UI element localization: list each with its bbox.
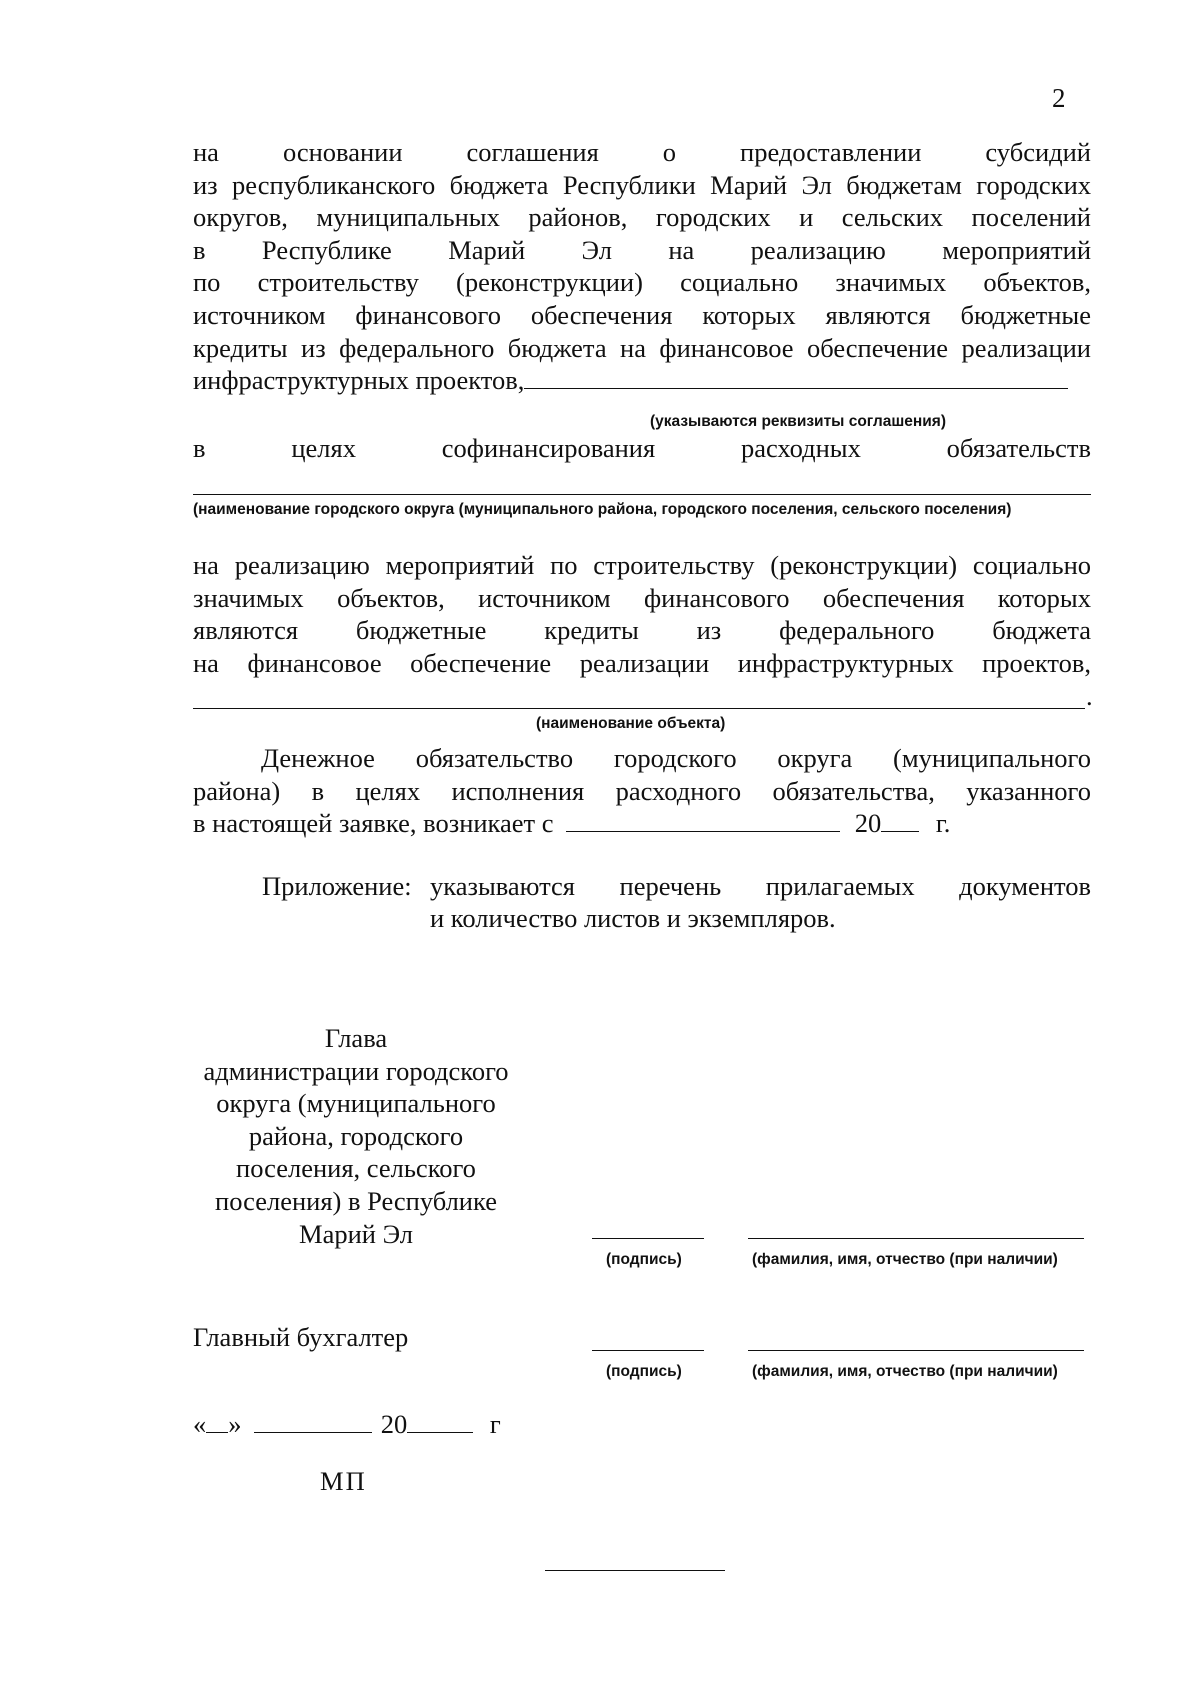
date-year-prefix: 20 <box>380 1409 408 1439</box>
caption-head-fio: (фамилия, имя, отчество (при наличии) <box>752 1251 1058 1268</box>
closing-separator-line <box>545 1570 725 1571</box>
text-line: являются бюджетные кредиты из федерального бюджета <box>193 615 1091 646</box>
text-line: поселения, сельского <box>236 1153 476 1184</box>
text-line: округов, муниципальных районов, городских и сельских поселений <box>193 202 1091 233</box>
appendix-label: Приложение: <box>262 871 412 901</box>
year-suffix: г. <box>935 808 951 839</box>
text-fragment: в настоящей заявке, возникает с <box>193 808 554 839</box>
caption-accountant-fio: (фамилия, имя, отчество (при наличии) <box>752 1363 1058 1380</box>
head-signature-blank <box>592 1238 704 1239</box>
text-line: на финансовое обеспечение реализации инфраструктурных проектов, <box>193 647 1091 678</box>
text-line: из республиканского бюджета Республики Марий Эл бюджетам городских <box>193 169 1091 200</box>
accountant-signature-blank <box>592 1350 704 1351</box>
caption-head-signature: (подпись) <box>606 1251 682 1268</box>
date-close-quote: » <box>228 1409 242 1439</box>
date-open-quote: « <box>193 1409 207 1439</box>
object-name-blank <box>193 708 1085 709</box>
text-line: по строительству (реконструкции) социально значимых объектов, <box>193 267 1091 298</box>
text-line: на реализацию мероприятий по строительству (реконструкции) социально <box>193 550 1091 580</box>
text-line: поселения) в Республике <box>215 1185 497 1216</box>
accountant-fio-blank <box>748 1350 1084 1351</box>
caption-object-name: (наименование объекта) <box>536 715 726 732</box>
text-line: указываются перечень прилагаемых документов <box>430 871 1091 901</box>
page-number: 2 <box>1052 83 1066 113</box>
text-line: Марий Эл <box>299 1218 413 1249</box>
text-line: района) в целях исполнения расходного обязательства, указанного <box>193 775 1091 806</box>
paragraph-agreement-basis <box>193 136 1091 397</box>
text-line: кредиты из федерального бюджета на финансовое обеспечение реализации <box>193 332 1091 363</box>
year-prefix: 20 <box>854 808 882 839</box>
month-blank <box>254 1410 372 1433</box>
text-line: в Республике Марий Эл на реализацию мероприятий <box>193 234 1091 265</box>
text-line <box>193 364 1091 397</box>
text-line <box>193 807 1091 840</box>
municipality-name-blank <box>193 494 1091 495</box>
date-blank <box>566 809 840 832</box>
text-line: администрации городского <box>203 1055 509 1086</box>
text-line: Денежное обязательство городского округа (муниципального <box>261 743 1091 773</box>
day-blank <box>206 1410 228 1433</box>
seal-label: МП <box>320 1466 367 1496</box>
date-line <box>193 1408 501 1441</box>
head-title <box>186 1022 526 1250</box>
date-year-suffix: г <box>489 1409 501 1439</box>
text-line: Глава <box>324 1023 388 1053</box>
text-line: на основании соглашения о предоставлении субсидий <box>193 137 1091 167</box>
date-year-blank <box>407 1410 473 1433</box>
text-line: источником финансового обеспечения которых являются бюджетные <box>193 299 1091 330</box>
paragraph-measures <box>193 549 1091 679</box>
text-line: значимых объектов, источником финансового обеспечения которых <box>193 582 1091 613</box>
agreement-details-blank <box>524 366 1068 389</box>
year-blank <box>881 809 919 832</box>
caption-agreement-details: (указываются реквизиты соглашения) <box>650 413 946 430</box>
caption-accountant-signature: (подпись) <box>606 1363 682 1380</box>
paragraph-monetary-obligation <box>193 742 1091 840</box>
text-line: в целях софинансирования расходных обязательств <box>193 433 1091 463</box>
appendix-text-line2: и количество листов и экземпляров. <box>430 903 836 933</box>
paragraph-goal <box>193 432 1091 465</box>
text-fragment: инфраструктурных проектов, <box>193 365 525 396</box>
accountant-label: Главный бухгалтер <box>193 1322 409 1352</box>
head-fio-blank <box>748 1238 1084 1239</box>
appendix-text <box>430 870 1091 903</box>
object-line-period: . <box>1086 681 1093 711</box>
text-line: округа (муниципального <box>216 1088 496 1119</box>
caption-municipality-name: (наименование городского округа (муниципального района, городского поселения, сельского поселения) <box>193 501 1012 518</box>
text-line: района, городского <box>248 1120 464 1151</box>
